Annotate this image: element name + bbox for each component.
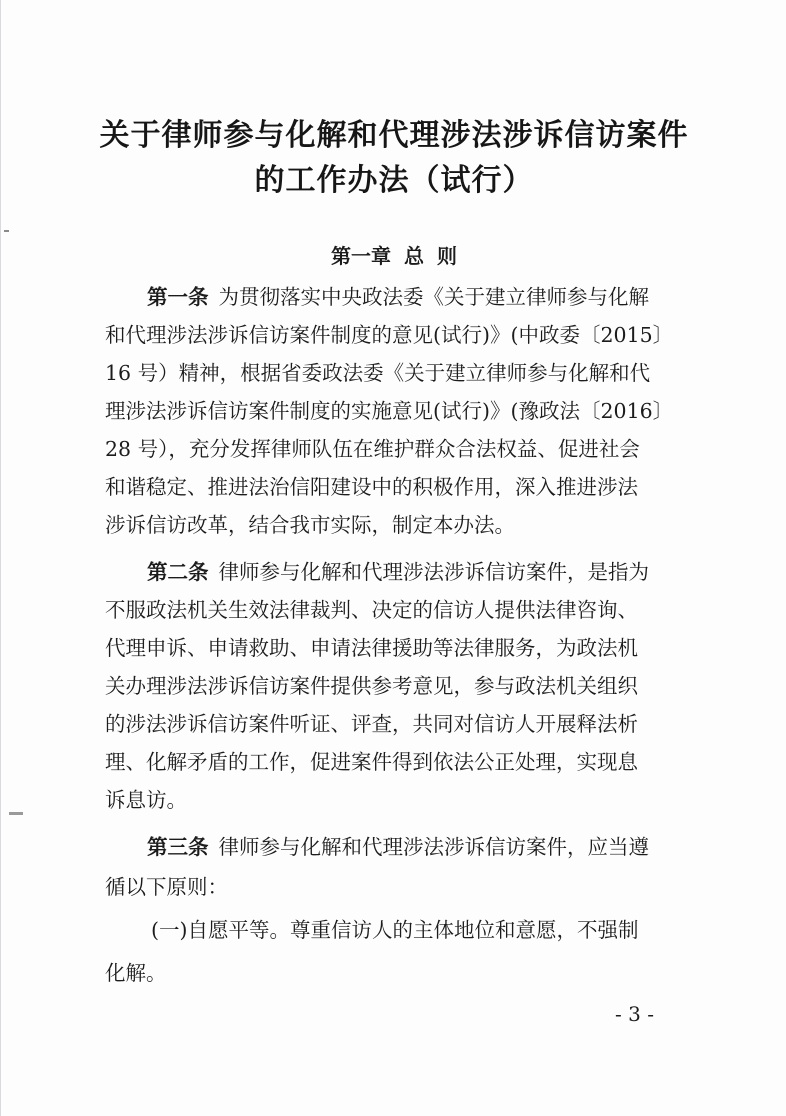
- article-2-line-3: 代理申诉、申请救助、申请法律援助等法律服务，为政法机: [105, 636, 638, 660]
- article-3-label: 第三条: [147, 835, 209, 859]
- margin-mark: [4, 230, 9, 232]
- article-3-line-2: 循以下原则：: [105, 875, 228, 899]
- article-2-line-6: 理、化解矛盾的工作，促进案件得到依法公正处理，实现息: [105, 750, 638, 774]
- article-1-line-7: 涉诉信访改革，结合我市实际，制定本办法。: [105, 513, 515, 537]
- article-2-line-7: 诉息访。: [105, 788, 187, 812]
- article-2-label: 第二条: [147, 560, 209, 584]
- page-number: - 3 -: [615, 1002, 654, 1026]
- article-1-line-2: 和代理涉法涉诉信访案件制度的意见(试行)》(中政委〔2015〕: [105, 323, 674, 347]
- article-1-line-5: 28 号），充分发挥律师队伍在维护群众合法权益、促进社会: [105, 437, 640, 461]
- margin-mark: [9, 812, 23, 815]
- article-1-label: 第一条: [147, 285, 209, 309]
- article-2-line-1: 律师参与化解和代理涉法涉诉信访案件，是指为: [218, 560, 649, 584]
- article-3-line-1: 律师参与化解和代理涉法涉诉信访案件，应当遵: [218, 835, 649, 859]
- article-1-line-1: 为贯彻落实中央政法委《关于建立律师参与化解: [218, 285, 649, 309]
- chapter-heading: 第一章 总 则: [331, 244, 457, 268]
- article-2-line-4: 关办理涉法涉诉信访案件提供参考意见，参与政法机关组织: [105, 674, 638, 698]
- document-title-line-1: 关于律师参与化解和代理涉法涉诉信访案件: [99, 118, 689, 153]
- article-2-first-line: [147, 557, 649, 587]
- article-2-line-5: 的涉法涉诉信访案件听证、评查，共同对信访人开展释法析: [105, 712, 638, 736]
- article-1-line-3: 16 号）精神，根据省委政法委《关于建立律师参与化解和代: [105, 361, 651, 385]
- principle-1-line-2: 化解。: [105, 961, 167, 985]
- article-2-line-2: 不服政法机关生效法律裁判、决定的信访人提供法律咨询、: [105, 598, 638, 622]
- article-1-line-4: 理涉法涉诉信访案件制度的实施意见(试行)》(豫政法〔2016〕: [105, 399, 674, 423]
- article-3-first-line: [147, 832, 649, 862]
- article-1-line-6: 和谐稳定、推进法治信阳建设中的积极作用，深入推进涉法: [105, 475, 638, 499]
- document-title-line-2: 的工作办法（试行）: [254, 163, 534, 198]
- article-1-first-line: [147, 282, 649, 312]
- principle-1-line-1: (一)自愿平等。尊重信访人的主体地位和意愿，不强制: [151, 918, 639, 942]
